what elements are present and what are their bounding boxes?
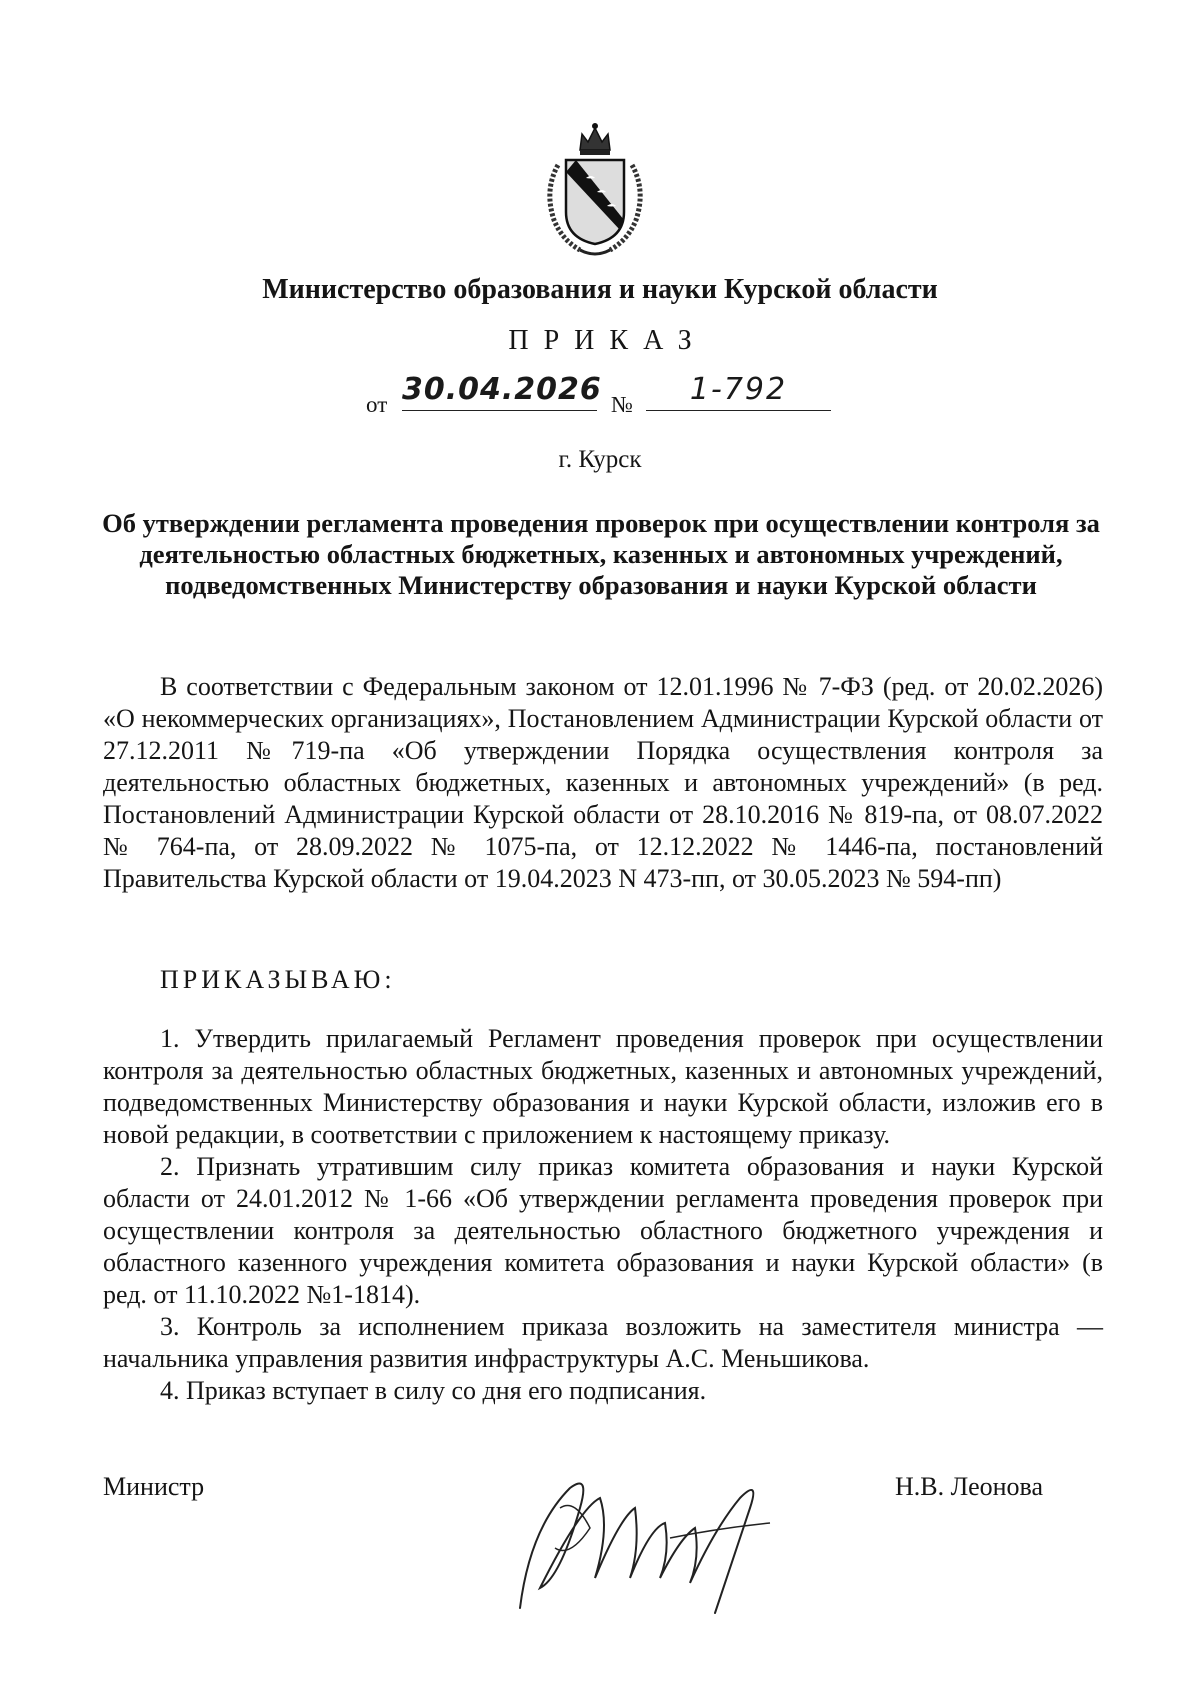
handwritten-number: 1-792	[646, 372, 831, 411]
order-item: 4. Приказ вступает в силу со дня его подписания.	[160, 1376, 707, 1405]
number-prefix: №	[611, 392, 633, 417]
date-prefix: от	[366, 392, 388, 417]
coat-of-arms-emblem	[540, 120, 650, 260]
ministry-name: Министерство образования и науки Курской области	[262, 274, 938, 305]
document-title: Об утверждении регламента проведения проверок при осуществлении контроля за деятельностью областных бюджетных, казенных и автономных учреждений, подведомственных Министерству образования и науки Курской области	[102, 508, 1100, 600]
order-item: 2. Признать утратившим силу приказ комитета образования и науки Курской области от 24.01.2012 № 1-66 «Об утверждении регламента проведения проверок при осуществлении контроля за деятельностью областного бюджетного учреждения и областного казенного учреждения комитета образования и науки Курской области» (в ред. от 11.10.2022 №1-1814).	[103, 1152, 1103, 1309]
order-heading: ПРИКАЗЫВАЮ:	[160, 965, 396, 994]
order-items	[103, 1023, 1103, 1407]
handwritten-date: 30.04.2026	[402, 372, 597, 411]
document-type: ПРИКАЗ	[508, 325, 707, 356]
order-item: 1. Утвердить прилагаемый Регламент проведения проверок при осуществлении контроля за деятельностью областных бюджетных, казенных и автономных учреждений, подведомственных Министерству образования и науки Курской области, изложив его в новой редакции, в соответствии с приложением к настоящему приказу.	[103, 1024, 1103, 1149]
preamble-paragraph: В соответствии с Федеральным законом от 12.01.1996 № 7-ФЗ (ред. от 20.02.2026) «О некоммерческих организациях», Постановлением Администрации Курской области от 27.12.2011 №719-па «Об утверждении Порядка осуществления контроля за деятельностью областных бюджетных, казенных и автономных учреждений» (в ред. Постановлений Администрации Курской области от 28.10.2016 № 819-па, от 08.07.2022 № 764-па, от 28.09.2022 № 1075-па, от 12.12.2022 № 1446-па, постановлений Правительства Курской области от 19.04.2023 N 473-пп, от 30.05.2023 № 594-пп)	[103, 672, 1103, 893]
city: г. Курск	[558, 446, 642, 473]
signatory-role: Министр	[103, 1472, 205, 1501]
order-item: 3. Контроль за исполнением приказа возложить на заместителя министра — начальника управления развития инфраструктуры А.С. Меньшикова.	[103, 1312, 1103, 1373]
signatory-name: Н.В. Леонова	[895, 1472, 1044, 1501]
handwritten-signature	[500, 1468, 790, 1618]
date-number-line	[366, 372, 836, 422]
